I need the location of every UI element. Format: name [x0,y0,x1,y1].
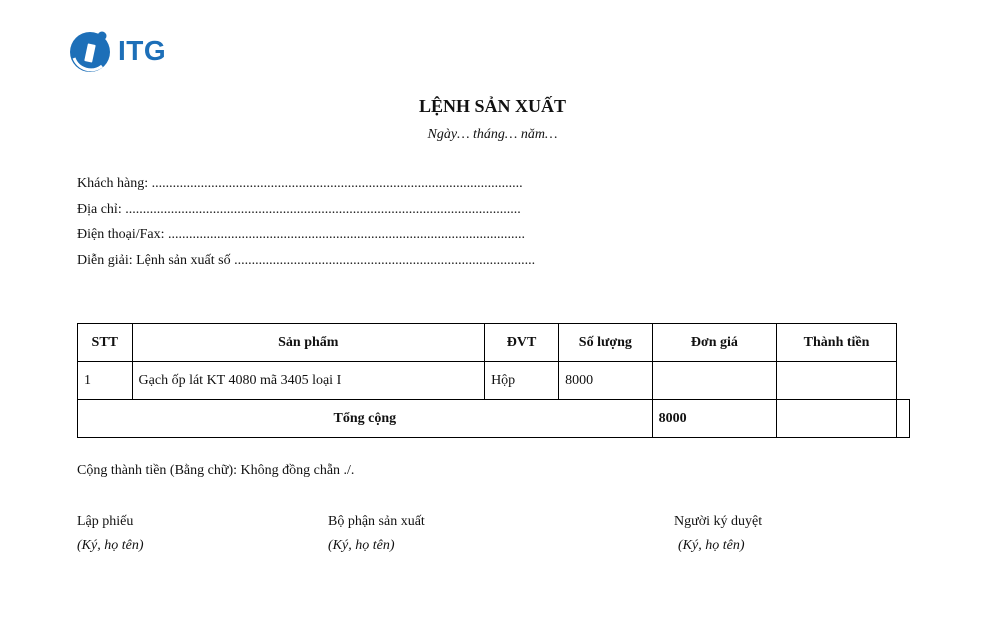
amount-in-words: Cộng thành tiền (Bằng chữ): Không đồng chẵn ./. [77,463,355,478]
cell-unit-price [652,362,776,400]
signature-preparer [77,514,143,554]
table-total-row [78,400,910,438]
cell-product: Gạch ốp lát KT 4080 mã 3405 loại I [132,362,485,400]
table-header-row [78,324,910,362]
cell-unit: Hộp [485,362,559,400]
total-amount [897,400,910,438]
signature-role: Bộ phận sản xuất [328,514,425,529]
document-title: LỆNH SẢN XUẤT [418,96,567,116]
customer-line: Khách hàng: .......................................................................................................... [77,176,523,191]
product-table [77,323,910,438]
signature-role: Lập phiếu [77,514,134,529]
signature-production [328,514,425,554]
header-total: Thành tiền [777,324,897,362]
cell-stt: 1 [78,362,133,400]
header-unit: ĐVT [485,324,559,362]
description-line: Diễn giải: Lệnh sản xuất số ...................................................................................... [77,252,536,268]
signature-approver [674,514,762,554]
address-line: Địa chỉ: ................................................................................................................. [77,201,521,217]
header-product: Sản phẩm [132,324,485,362]
brand-name: ITG [118,35,167,66]
document-date: Ngày… tháng… năm… [427,127,558,142]
total-unit-price [777,400,897,438]
header-quantity: Số lượng [559,324,653,362]
cell-quantity: 8000 [559,362,653,400]
signature-note: (Ký, họ tên) [678,538,745,553]
header-stt: STT [78,324,133,362]
customer-info [77,175,547,277]
cell-total [777,362,897,400]
total-quantity: 8000 [652,400,776,438]
signature-role: Người ký duyệt [674,514,763,529]
header-unit-price: Đơn giá [652,324,776,362]
signature-note: (Ký, họ tên) [77,538,144,553]
itg-logo-icon [68,28,112,74]
phone-line: Điện thoại/Fax: ...................................................................................................... [77,227,525,242]
table-row [78,362,910,400]
signature-note: (Ký, họ tên) [328,538,395,553]
company-logo [68,28,166,74]
total-label: Tổng cộng [78,400,653,438]
